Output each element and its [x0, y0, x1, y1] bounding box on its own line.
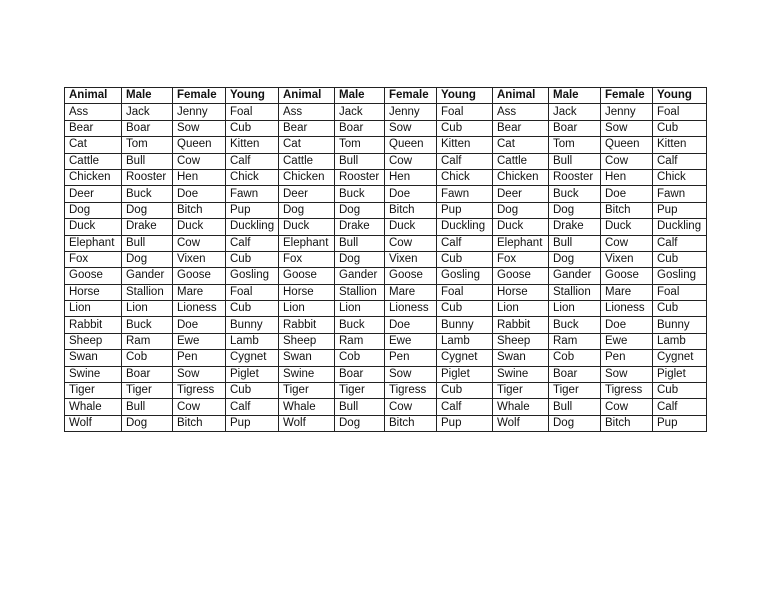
table-row — [65, 366, 707, 382]
male-cell: Tom — [335, 137, 385, 153]
column-header: Young — [437, 88, 493, 104]
young-cell: Cub — [437, 301, 493, 317]
male-cell: Buck — [122, 317, 173, 333]
female-cell: Tigress — [601, 383, 653, 399]
animal-cell: Horse — [65, 284, 122, 300]
female-cell: Ewe — [385, 333, 437, 349]
female-cell: Tigress — [173, 383, 226, 399]
young-cell: Calf — [437, 235, 493, 251]
animal-cell: Cattle — [279, 153, 335, 169]
young-cell: Pup — [653, 202, 707, 218]
male-cell: Boar — [549, 366, 601, 382]
male-cell: Gander — [122, 268, 173, 284]
female-cell: Hen — [601, 169, 653, 185]
animal-cell: Duck — [493, 219, 549, 235]
female-cell: Cow — [385, 235, 437, 251]
young-cell: Kitten — [226, 137, 279, 153]
female-cell: Cow — [601, 235, 653, 251]
young-cell: Cub — [653, 251, 707, 267]
young-cell: Calf — [437, 399, 493, 415]
animal-cell: Cat — [493, 137, 549, 153]
female-cell: Cow — [601, 399, 653, 415]
female-cell: Ewe — [601, 333, 653, 349]
female-cell: Pen — [601, 350, 653, 366]
young-cell: Foal — [653, 284, 707, 300]
female-cell: Sow — [385, 120, 437, 136]
male-cell: Lion — [122, 301, 173, 317]
male-cell: Dog — [335, 251, 385, 267]
young-cell: Cub — [653, 301, 707, 317]
young-cell: Calf — [226, 399, 279, 415]
female-cell: Hen — [173, 169, 226, 185]
male-cell: Bull — [335, 153, 385, 169]
animal-cell: Swan — [493, 350, 549, 366]
female-cell: Doe — [173, 317, 226, 333]
table-row — [65, 284, 707, 300]
female-cell: Bitch — [385, 202, 437, 218]
young-cell: Cub — [226, 383, 279, 399]
male-cell: Dog — [122, 202, 173, 218]
male-cell: Gander — [335, 268, 385, 284]
female-cell: Cow — [385, 399, 437, 415]
female-cell: Doe — [173, 186, 226, 202]
male-cell: Buck — [122, 186, 173, 202]
male-cell: Tom — [122, 137, 173, 153]
column-header: Female — [385, 88, 437, 104]
male-cell: Boar — [335, 120, 385, 136]
animal-cell: Wolf — [493, 415, 549, 431]
animal-cell: Dog — [279, 202, 335, 218]
female-cell: Bitch — [385, 415, 437, 431]
male-cell: Jack — [549, 104, 601, 120]
table-row — [65, 415, 707, 431]
female-cell: Mare — [385, 284, 437, 300]
young-cell: Gosling — [437, 268, 493, 284]
male-cell: Dog — [122, 415, 173, 431]
animal-cell: Duck — [279, 219, 335, 235]
male-cell: Bull — [122, 235, 173, 251]
female-cell: Vixen — [173, 251, 226, 267]
young-cell: Pup — [226, 415, 279, 431]
male-cell: Buck — [549, 186, 601, 202]
female-cell: Mare — [173, 284, 226, 300]
animal-cell: Goose — [279, 268, 335, 284]
animal-cell: Goose — [65, 268, 122, 284]
female-cell: Bitch — [173, 415, 226, 431]
male-cell: Rooster — [335, 169, 385, 185]
male-cell: Tiger — [335, 383, 385, 399]
column-header: Female — [601, 88, 653, 104]
table-row — [65, 235, 707, 251]
animal-cell: Wolf — [279, 415, 335, 431]
animal-cell: Cattle — [65, 153, 122, 169]
male-cell: Stallion — [122, 284, 173, 300]
column-header: Animal — [279, 88, 335, 104]
young-cell: Duckling — [226, 219, 279, 235]
table-row — [65, 251, 707, 267]
young-cell: Pup — [226, 202, 279, 218]
female-cell: Jenny — [385, 104, 437, 120]
animal-cell: Swine — [493, 366, 549, 382]
animal-cell: Ass — [65, 104, 122, 120]
young-cell: Fawn — [226, 186, 279, 202]
male-cell: Boar — [122, 366, 173, 382]
male-cell: Buck — [549, 317, 601, 333]
table-body — [65, 104, 707, 432]
male-cell: Dog — [549, 415, 601, 431]
table-row — [65, 153, 707, 169]
male-cell: Dog — [335, 415, 385, 431]
animal-cell: Cat — [279, 137, 335, 153]
young-cell: Chick — [226, 169, 279, 185]
male-cell: Rooster — [122, 169, 173, 185]
young-cell: Foal — [653, 104, 707, 120]
animal-cell: Dog — [493, 202, 549, 218]
young-cell: Calf — [653, 153, 707, 169]
female-cell: Bitch — [173, 202, 226, 218]
table-row — [65, 202, 707, 218]
male-cell: Ram — [549, 333, 601, 349]
male-cell: Tom — [549, 137, 601, 153]
female-cell: Bitch — [601, 202, 653, 218]
animal-cell: Lion — [493, 301, 549, 317]
male-cell: Cob — [335, 350, 385, 366]
young-cell: Pup — [437, 202, 493, 218]
male-cell: Dog — [122, 251, 173, 267]
animal-cell: Bear — [65, 120, 122, 136]
female-cell: Doe — [601, 186, 653, 202]
animal-cell: Bear — [279, 120, 335, 136]
male-cell: Tiger — [122, 383, 173, 399]
young-cell: Kitten — [653, 137, 707, 153]
male-cell: Rooster — [549, 169, 601, 185]
animal-cell: Fox — [493, 251, 549, 267]
animal-cell: Sheep — [65, 333, 122, 349]
male-cell: Lion — [549, 301, 601, 317]
male-cell: Stallion — [335, 284, 385, 300]
animal-cell: Horse — [279, 284, 335, 300]
male-cell: Bull — [549, 399, 601, 415]
female-cell: Cow — [173, 153, 226, 169]
animal-cell: Chicken — [65, 169, 122, 185]
young-cell: Cub — [653, 120, 707, 136]
animal-cell: Bear — [493, 120, 549, 136]
table-row — [65, 399, 707, 415]
young-cell: Calf — [653, 235, 707, 251]
animal-cell: Swan — [65, 350, 122, 366]
female-cell: Cow — [385, 153, 437, 169]
young-cell: Cub — [437, 251, 493, 267]
young-cell: Cub — [226, 251, 279, 267]
young-cell: Gosling — [653, 268, 707, 284]
table-row — [65, 333, 707, 349]
female-cell: Hen — [385, 169, 437, 185]
young-cell: Bunny — [653, 317, 707, 333]
male-cell: Cob — [122, 350, 173, 366]
young-cell: Cub — [653, 383, 707, 399]
female-cell: Cow — [601, 153, 653, 169]
female-cell: Vixen — [385, 251, 437, 267]
male-cell: Lion — [335, 301, 385, 317]
animal-cell: Swine — [65, 366, 122, 382]
female-cell: Lioness — [173, 301, 226, 317]
male-cell: Jack — [335, 104, 385, 120]
young-cell: Fawn — [653, 186, 707, 202]
male-cell: Buck — [335, 317, 385, 333]
female-cell: Queen — [385, 137, 437, 153]
female-cell: Mare — [601, 284, 653, 300]
young-cell: Pup — [437, 415, 493, 431]
animal-cell: Whale — [279, 399, 335, 415]
animal-cell: Swine — [279, 366, 335, 382]
animal-cell: Rabbit — [65, 317, 122, 333]
column-header: Female — [173, 88, 226, 104]
female-cell: Doe — [385, 317, 437, 333]
animal-cell: Fox — [65, 251, 122, 267]
animal-cell: Dog — [65, 202, 122, 218]
male-cell: Buck — [335, 186, 385, 202]
young-cell: Kitten — [437, 137, 493, 153]
animal-cell: Ass — [493, 104, 549, 120]
table-row — [65, 350, 707, 366]
young-cell: Pup — [653, 415, 707, 431]
young-cell: Cub — [437, 120, 493, 136]
young-cell: Foal — [437, 104, 493, 120]
table-row — [65, 383, 707, 399]
female-cell: Doe — [601, 317, 653, 333]
animal-cell: Fox — [279, 251, 335, 267]
young-cell: Foal — [226, 104, 279, 120]
young-cell: Piglet — [226, 366, 279, 382]
young-cell: Calf — [653, 399, 707, 415]
young-cell: Foal — [437, 284, 493, 300]
young-cell: Piglet — [653, 366, 707, 382]
column-header: Animal — [65, 88, 122, 104]
animal-cell: Cat — [65, 137, 122, 153]
male-cell: Dog — [549, 202, 601, 218]
table-row — [65, 169, 707, 185]
female-cell: Goose — [173, 268, 226, 284]
animal-names-table — [64, 87, 707, 432]
table-row — [65, 186, 707, 202]
female-cell: Cow — [173, 235, 226, 251]
male-cell: Dog — [549, 251, 601, 267]
female-cell: Duck — [173, 219, 226, 235]
male-cell: Gander — [549, 268, 601, 284]
male-cell: Stallion — [549, 284, 601, 300]
male-cell: Drake — [549, 219, 601, 235]
animal-cell: Deer — [65, 186, 122, 202]
male-cell: Ram — [122, 333, 173, 349]
animal-cell: Chicken — [493, 169, 549, 185]
animal-cell: Sheep — [279, 333, 335, 349]
female-cell: Sow — [601, 366, 653, 382]
female-cell: Pen — [385, 350, 437, 366]
young-cell: Cub — [226, 301, 279, 317]
male-cell: Cob — [549, 350, 601, 366]
table-row — [65, 104, 707, 120]
male-cell: Ram — [335, 333, 385, 349]
animal-cell: Lion — [279, 301, 335, 317]
young-cell: Cub — [437, 383, 493, 399]
male-cell: Jack — [122, 104, 173, 120]
young-cell: Piglet — [437, 366, 493, 382]
animal-cell: Chicken — [279, 169, 335, 185]
animal-cell: Lion — [65, 301, 122, 317]
young-cell: Bunny — [226, 317, 279, 333]
table-row — [65, 219, 707, 235]
male-cell: Drake — [335, 219, 385, 235]
female-cell: Lioness — [601, 301, 653, 317]
column-header: Male — [122, 88, 173, 104]
male-cell: Bull — [549, 235, 601, 251]
column-header: Male — [335, 88, 385, 104]
column-header: Animal — [493, 88, 549, 104]
young-cell: Cygnet — [437, 350, 493, 366]
female-cell: Sow — [173, 366, 226, 382]
animal-cell: Whale — [65, 399, 122, 415]
young-cell: Lamb — [437, 333, 493, 349]
female-cell: Lioness — [385, 301, 437, 317]
animal-cell: Rabbit — [279, 317, 335, 333]
female-cell: Ewe — [173, 333, 226, 349]
animal-cell: Rabbit — [493, 317, 549, 333]
female-cell: Vixen — [601, 251, 653, 267]
female-cell: Tigress — [385, 383, 437, 399]
young-cell: Calf — [226, 235, 279, 251]
animal-cell: Cattle — [493, 153, 549, 169]
animal-cell: Sheep — [493, 333, 549, 349]
female-cell: Sow — [385, 366, 437, 382]
animal-cell: Wolf — [65, 415, 122, 431]
animal-cell: Tiger — [493, 383, 549, 399]
animal-cell: Duck — [65, 219, 122, 235]
animal-cell: Goose — [493, 268, 549, 284]
young-cell: Fawn — [437, 186, 493, 202]
female-cell: Jenny — [173, 104, 226, 120]
young-cell: Cygnet — [653, 350, 707, 366]
male-cell: Tiger — [549, 383, 601, 399]
female-cell: Sow — [173, 120, 226, 136]
male-cell: Bull — [122, 399, 173, 415]
animal-cell: Elephant — [279, 235, 335, 251]
young-cell: Duckling — [653, 219, 707, 235]
female-cell: Bitch — [601, 415, 653, 431]
young-cell: Chick — [437, 169, 493, 185]
female-cell: Cow — [173, 399, 226, 415]
young-cell: Foal — [226, 284, 279, 300]
young-cell: Cub — [226, 120, 279, 136]
table-row — [65, 120, 707, 136]
female-cell: Jenny — [601, 104, 653, 120]
male-cell: Bull — [335, 235, 385, 251]
female-cell: Doe — [385, 186, 437, 202]
male-cell: Dog — [335, 202, 385, 218]
animal-cell: Tiger — [65, 383, 122, 399]
animal-cell: Tiger — [279, 383, 335, 399]
animal-cell: Ass — [279, 104, 335, 120]
animal-cell: Deer — [493, 186, 549, 202]
animal-cell: Elephant — [493, 235, 549, 251]
animal-cell: Horse — [493, 284, 549, 300]
column-header: Young — [653, 88, 707, 104]
young-cell: Duckling — [437, 219, 493, 235]
female-cell: Queen — [173, 137, 226, 153]
young-cell: Lamb — [226, 333, 279, 349]
young-cell: Chick — [653, 169, 707, 185]
animal-cell: Whale — [493, 399, 549, 415]
young-cell: Calf — [437, 153, 493, 169]
table-row — [65, 301, 707, 317]
male-cell: Bull — [335, 399, 385, 415]
animal-cell: Deer — [279, 186, 335, 202]
female-cell: Goose — [385, 268, 437, 284]
column-header: Young — [226, 88, 279, 104]
female-cell: Sow — [601, 120, 653, 136]
female-cell: Goose — [601, 268, 653, 284]
table-row — [65, 137, 707, 153]
female-cell: Pen — [173, 350, 226, 366]
animal-cell: Elephant — [65, 235, 122, 251]
animal-cell: Swan — [279, 350, 335, 366]
male-cell: Bull — [122, 153, 173, 169]
female-cell: Duck — [385, 219, 437, 235]
young-cell: Cygnet — [226, 350, 279, 366]
female-cell: Queen — [601, 137, 653, 153]
male-cell: Drake — [122, 219, 173, 235]
table-row — [65, 268, 707, 284]
female-cell: Duck — [601, 219, 653, 235]
male-cell: Boar — [335, 366, 385, 382]
column-header: Male — [549, 88, 601, 104]
table-header-row — [65, 88, 707, 104]
male-cell: Boar — [549, 120, 601, 136]
young-cell: Calf — [226, 153, 279, 169]
male-cell: Boar — [122, 120, 173, 136]
young-cell: Gosling — [226, 268, 279, 284]
male-cell: Bull — [549, 153, 601, 169]
table-row — [65, 317, 707, 333]
young-cell: Bunny — [437, 317, 493, 333]
young-cell: Lamb — [653, 333, 707, 349]
